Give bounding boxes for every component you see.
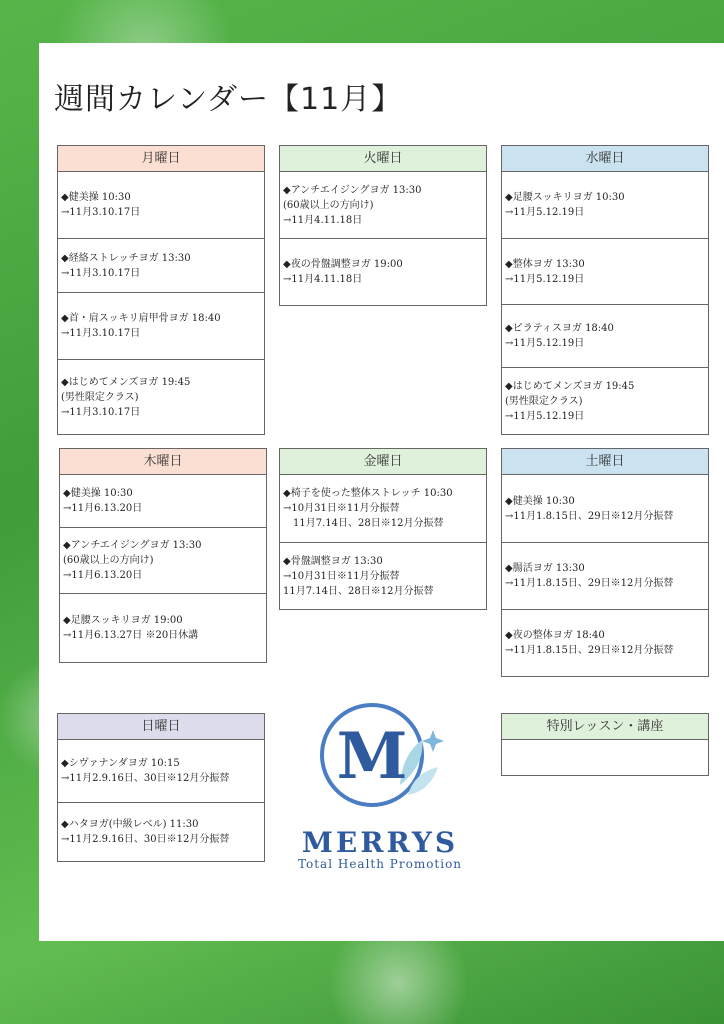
class-dates: →11月6.13.27日 ※20日休講 (63, 630, 199, 641)
logo-letter: M (336, 719, 408, 794)
class-item (58, 239, 264, 293)
class-item (280, 475, 486, 543)
class-dates: 11月7.14日、28日※12月分振替 (283, 585, 434, 597)
class-item (60, 594, 266, 662)
class-name: ◆整体ヨガ 13:30 (505, 258, 585, 270)
class-dates: →11月4.11.18日 (283, 214, 363, 226)
class-dates: →11月6.13.20日 (63, 503, 143, 514)
class-name: ◆腸活ヨガ 13:30 (505, 563, 585, 574)
class-dates: →11月3.10.17日 (61, 328, 141, 339)
class-name: ◆椅子を使った整体ストレッチ 10:30 (283, 488, 453, 499)
class-name: ◆はじめてメンズヨガ 19:45 (61, 376, 191, 388)
class-name: ◆はじめてメンズヨガ 19:45 (505, 380, 635, 392)
class-name: ◆骨盤調整ヨガ 13:30 (283, 555, 383, 567)
class-note: (男性限定クラス) (505, 395, 583, 407)
class-name: ◆経絡ストレッチヨガ 13:30 (61, 252, 191, 264)
class-name: ◆アンチエイジングヨガ 13:30 (63, 540, 202, 551)
class-dates: →11月1.8.15日、29日※12月分振替 (505, 578, 674, 589)
merrys-logo (290, 700, 465, 820)
day-sunday (57, 713, 265, 862)
day-wednesday (501, 145, 709, 435)
class-item (58, 172, 264, 239)
class-dates: →11月1.8.15日、29日※12月分振替 (505, 645, 674, 656)
class-item (280, 172, 486, 239)
page-title: 週間カレンダー【11月】 (54, 82, 403, 117)
class-dates: →11月3.10.17日 (61, 207, 141, 218)
day-tuesday (279, 145, 487, 306)
day-monday (57, 145, 265, 435)
class-item (502, 610, 708, 676)
class-dates: →11月3.10.17日 (61, 267, 141, 279)
day-thursday (59, 448, 267, 663)
class-item (58, 740, 264, 803)
class-item (58, 803, 264, 861)
class-item (502, 475, 708, 543)
special-lessons (501, 713, 709, 776)
day-header-saturday: 土曜日 (502, 448, 708, 475)
class-dates: →11月2.9.16日、30日※12月分振替 (61, 773, 230, 784)
class-name: ◆足腰スッキリヨガ 10:30 (505, 192, 625, 203)
sparkle-icon (422, 730, 444, 752)
class-item (280, 239, 486, 305)
class-dates: →10月31日※11月分振替 (283, 503, 400, 514)
day-saturday (501, 448, 709, 677)
day-header-monday: 月曜日 (58, 145, 264, 172)
day-header-wednesday: 水曜日 (502, 145, 708, 172)
class-item (502, 305, 708, 368)
class-dates: →10月31日※11月分振替 (283, 570, 400, 582)
class-item (60, 528, 266, 594)
brand-block (290, 826, 470, 871)
class-name: ◆健美操 10:30 (63, 488, 133, 499)
class-dates: →11月3.10.17日 (61, 406, 141, 418)
day-header-friday: 金曜日 (280, 448, 486, 475)
day-header-tuesday: 火曜日 (280, 145, 486, 172)
class-item (502, 172, 708, 239)
class-dates: →11月1.8.15日、29日※12月分振替 (505, 510, 674, 522)
class-name: ◆ピラティスヨガ 18:40 (505, 323, 614, 334)
class-name: ◆シヴァナンダヨガ 10:15 (61, 758, 180, 769)
class-item (58, 293, 264, 360)
class-name: ◆夜の整体ヨガ 18:40 (505, 630, 605, 641)
class-item (280, 543, 486, 609)
class-item (58, 360, 264, 434)
class-name: ◆ハタヨガ(中級レベル) 11:30 (61, 819, 199, 830)
class-item (502, 368, 708, 434)
class-dates: →11月5.12.19日 (505, 338, 585, 349)
class-name: ◆夜の骨盤調整ヨガ 19:00 (283, 259, 403, 270)
class-dates: →11月5.12.19日 (505, 410, 585, 422)
special-lessons-body (502, 740, 708, 775)
class-dates: →11月6.13.20日 (63, 570, 143, 581)
class-item (502, 543, 708, 610)
class-name: ◆足腰スッキリヨガ 19:00 (63, 615, 183, 626)
day-friday (279, 448, 487, 610)
class-name: ◆健美操 10:30 (505, 495, 575, 507)
brand-name: MERRYS (301, 826, 459, 859)
day-header-sunday: 日曜日 (58, 713, 264, 740)
class-note: (男性限定クラス) (61, 391, 139, 403)
class-dates: →11月2.9.16日、30日※12月分振替 (61, 834, 230, 845)
class-dates: →11月5.12.19日 (505, 273, 585, 285)
class-name: ◆アンチエイジングヨガ 13:30 (283, 184, 422, 196)
class-name: ◆首・肩スッキリ肩甲骨ヨガ 18:40 (61, 313, 221, 324)
class-note: (60歳以上の方向け) (63, 555, 154, 566)
class-dates: →11月4.11.18日 (283, 274, 363, 285)
brand-tagline: Total Health Promotion (297, 857, 463, 871)
class-item (502, 239, 708, 305)
class-name: ◆健美操 10:30 (61, 192, 131, 203)
day-header-thursday: 木曜日 (60, 448, 266, 475)
class-item (60, 475, 266, 528)
class-dates: →11月5.12.19日 (505, 207, 585, 218)
class-dates: 11月7.14日、28日※12月分振替 (283, 518, 444, 529)
special-lessons-header: 特別レッスン・講座 (502, 713, 708, 740)
class-note: (60歳以上の方向け) (283, 199, 374, 211)
